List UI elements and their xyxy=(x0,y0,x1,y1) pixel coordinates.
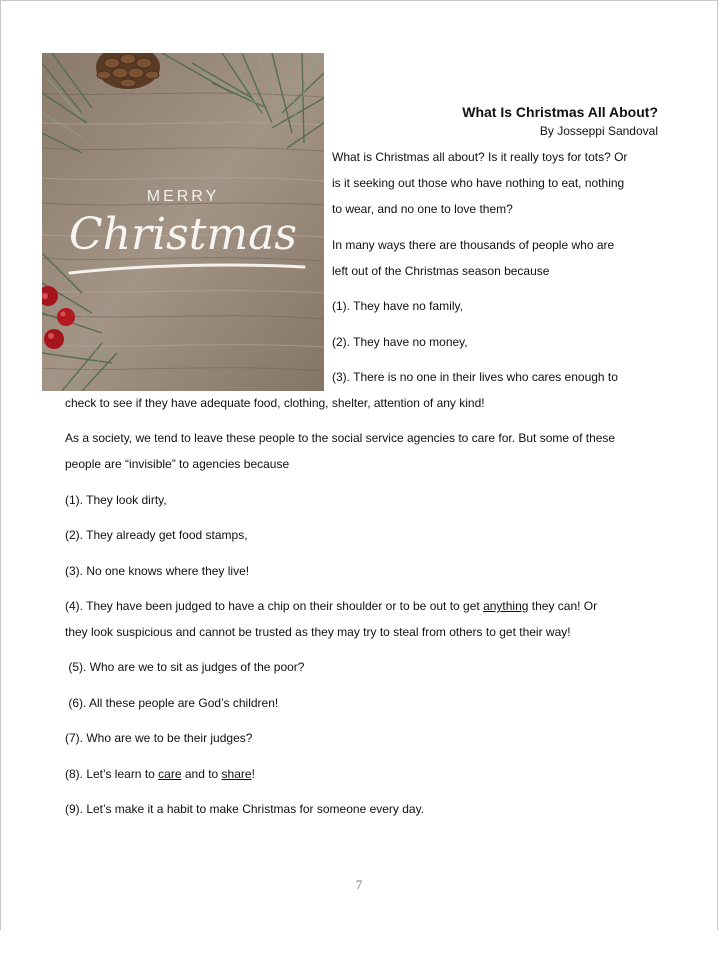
merry-christmas-image xyxy=(42,53,324,391)
reason-1: (1). They have no family, xyxy=(332,299,463,313)
list-item-2: (2). They already get food stamps, xyxy=(65,528,248,542)
intro-line-2: is it seeking out those who have nothing to eat, nothing xyxy=(332,176,625,190)
list-item-5: (5). Who are we to sit as judges of the poor? xyxy=(65,660,305,674)
reason-2: (2). They have no money, xyxy=(332,335,468,349)
item8-mid: and to xyxy=(181,767,222,781)
reason-3-continued: check to see if they have adequate food, clothing, shelter, attention of any kind! xyxy=(65,396,485,410)
page-number: 7 xyxy=(355,877,363,892)
list-item-4 xyxy=(65,593,597,619)
intro-line-3: to wear, and no one to love them? xyxy=(332,202,513,216)
intro-line-1: What is Christmas all about? Is it really toys for tots? Or xyxy=(332,150,628,164)
article-title: What Is Christmas All About? xyxy=(462,104,658,120)
list-item-8 xyxy=(65,761,255,787)
para2-line-2: left out of the Christmas season because xyxy=(332,264,550,278)
reason-3: (3). There is no one in their lives who cares enough to xyxy=(332,370,618,384)
item8-before: (8). Let’s learn to xyxy=(65,767,159,781)
christmas-card-picture xyxy=(42,53,324,391)
list-item-4-continued: they look suspicious and cannot be trusted as they may try to steal from others to get their way! xyxy=(65,625,571,639)
item8-care: care xyxy=(158,767,182,781)
christmas-text: Christmas xyxy=(69,209,297,260)
item8-share: share xyxy=(221,767,252,781)
list-item-3: (3). No one knows where they live! xyxy=(65,564,250,578)
item8-after: ! xyxy=(251,767,255,781)
society-line-1: As a society, we tend to leave these people to the social service agencies to care for. But some of these xyxy=(65,431,616,445)
society-line-2: people are “invisible” to agencies because xyxy=(65,457,290,471)
list-item-7: (7). Who are we to be their judges? xyxy=(65,731,253,745)
list-item-1: (1). They look dirty, xyxy=(65,493,167,507)
list-item-9: (9). Let’s make it a habit to make Christmas for someone every day. xyxy=(65,802,425,816)
list-item-6: (6). All these people are God’s children! xyxy=(65,696,279,710)
item4-underlined: anything xyxy=(483,599,529,613)
item4-before: (4). They have been judged to have a chip on their shoulder or to be out to get xyxy=(65,599,484,613)
item4-after: they can! Or xyxy=(528,599,598,613)
merry-text: MERRY xyxy=(146,188,220,205)
article-byline: By Josseppi Sandoval xyxy=(539,124,658,138)
para2-line-1: In many ways there are thousands of people who are xyxy=(332,238,615,252)
